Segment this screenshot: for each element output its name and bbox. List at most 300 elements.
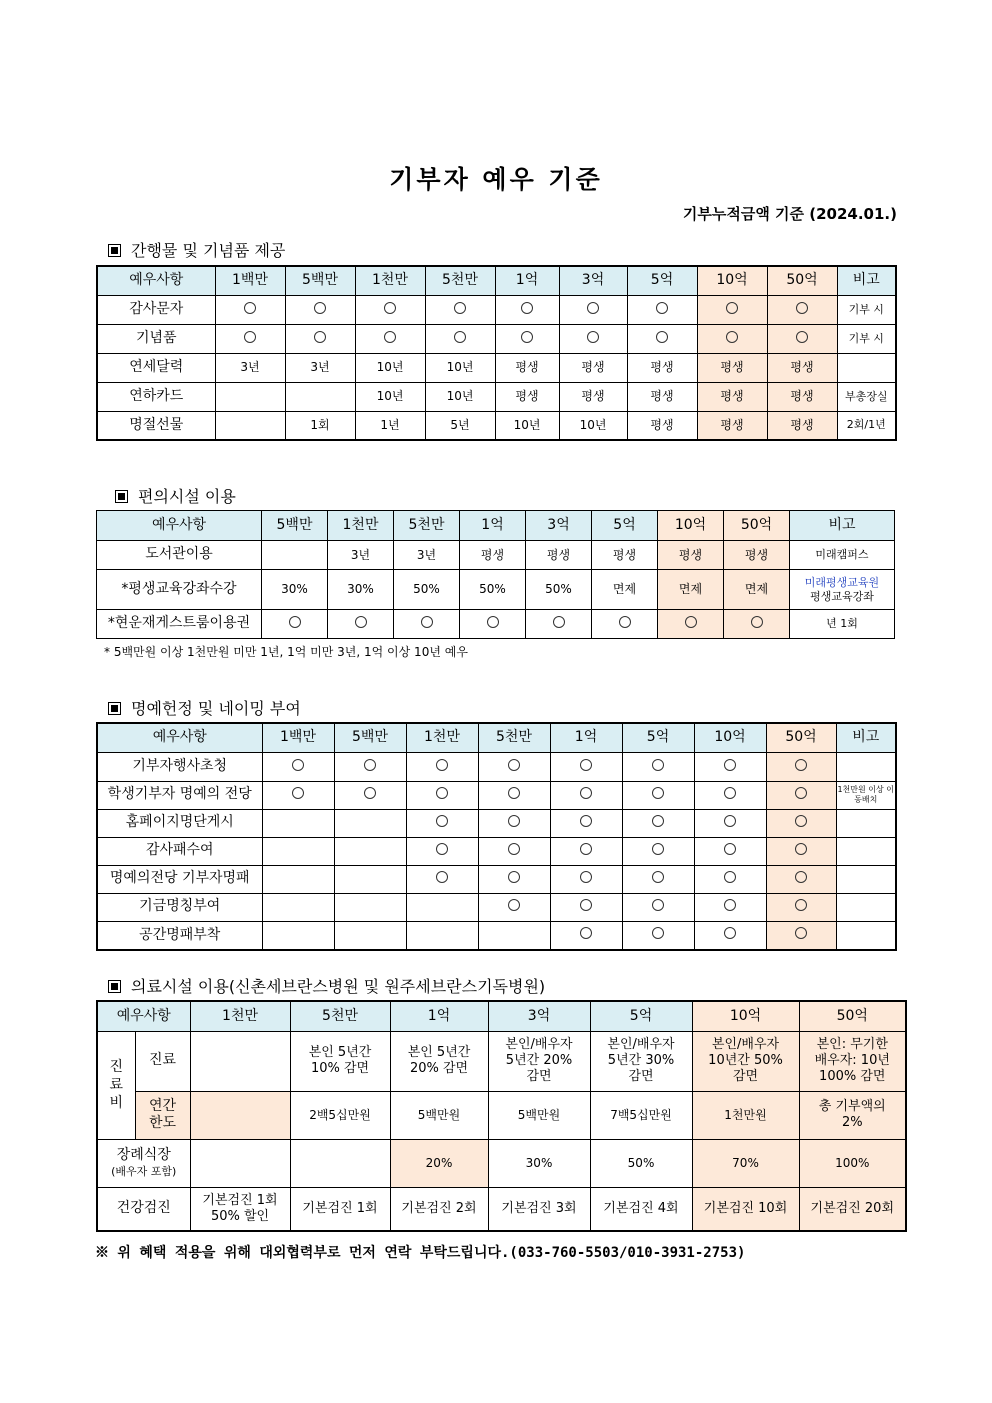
check-circle-icon (508, 899, 520, 911)
row-note (837, 353, 896, 382)
column-header: 1천만 (406, 723, 478, 752)
row-label-line: 장례식장 (116, 1147, 171, 1164)
note-line: 평생교육강좌 (810, 589, 874, 603)
cell-value: 10년 (513, 417, 541, 432)
row-note (836, 921, 896, 950)
check-circle-icon (587, 331, 599, 343)
check-circle-icon (508, 759, 520, 771)
cell-value: 평생 (650, 360, 674, 374)
check-circle-icon (724, 787, 736, 799)
table-cell (724, 570, 790, 610)
table-cell (190, 1031, 290, 1091)
column-header: 50억 (799, 1001, 906, 1031)
cell-line: 기본검진 4회 (603, 1200, 679, 1216)
table-cell (355, 411, 425, 440)
cell-line: 2% (841, 1115, 863, 1130)
table-cell (190, 1139, 290, 1187)
cell-value: 평생 (790, 389, 814, 403)
cell-value: 평생 (720, 389, 744, 403)
check-circle-icon (364, 759, 376, 771)
check-circle-icon (384, 331, 396, 343)
table-cell (215, 411, 285, 440)
table-cell (425, 411, 495, 440)
group-label-text: 진료비 (109, 1058, 124, 1112)
note-text: 기부 시 (848, 302, 884, 316)
table-cell (488, 1091, 590, 1139)
table-cell (334, 752, 406, 781)
cell-value: 평생 (678, 547, 703, 562)
table-cell (766, 865, 836, 893)
table-cell (285, 411, 355, 440)
column-header: 1억 (390, 1001, 488, 1031)
table-cell (328, 541, 394, 570)
table-row (97, 1187, 906, 1231)
table-cell (460, 541, 526, 570)
column-header: 5천만 (478, 723, 550, 752)
row-label (97, 1187, 190, 1231)
table-row (97, 610, 895, 639)
check-circle-icon (795, 815, 807, 827)
table-row (97, 1091, 906, 1139)
column-header: 1억 (550, 723, 622, 752)
column-header: 비고 (836, 723, 896, 752)
check-circle-icon (795, 843, 807, 855)
cell-value: 50% (413, 582, 440, 596)
table-cell (590, 1139, 692, 1187)
row-label: 기념품 (97, 324, 215, 353)
column-header: 10억 (697, 266, 767, 295)
check-circle-icon (436, 787, 448, 799)
note-text: 1천만원 이상 이동배치 (837, 784, 895, 804)
row-note (837, 295, 896, 324)
column-header: 5백만 (285, 266, 355, 295)
table-cell (627, 324, 697, 353)
check-circle-icon (521, 331, 533, 343)
table-cell (406, 865, 478, 893)
section-heading-gifts (108, 238, 285, 261)
cell-line: 20% (425, 1155, 453, 1170)
table-cell (550, 921, 622, 950)
cell-line: 본인/배우자 (607, 1036, 675, 1052)
table-row (97, 865, 896, 893)
row-label-line: 연간 (148, 1097, 177, 1114)
table-row (97, 809, 896, 837)
column-header: 5억 (627, 266, 697, 295)
cell-value: 3년 (350, 547, 371, 562)
table-cell (334, 837, 406, 865)
table-cell (495, 324, 559, 353)
table-cell (559, 411, 627, 440)
section-heading-text: 편의시설 이용 (138, 487, 236, 506)
header-row (97, 1001, 906, 1031)
cell-value: 평생 (744, 547, 769, 562)
table-cell (627, 411, 697, 440)
check-circle-icon (580, 759, 592, 771)
table-honor-naming (96, 722, 897, 951)
check-circle-icon (244, 302, 256, 314)
table-cell (262, 781, 334, 809)
row-note (836, 837, 896, 865)
section-heading-facilities (115, 484, 236, 507)
column-header: 예우사항 (97, 1001, 190, 1031)
table-cell (694, 752, 766, 781)
table-row (97, 411, 896, 440)
row-label-text: 건강검진 (116, 1200, 171, 1216)
row-note (790, 541, 895, 570)
column-header: 10억 (692, 1001, 799, 1031)
table-row (97, 570, 895, 610)
table-cell (285, 295, 355, 324)
cell-line: 100% (835, 1155, 870, 1170)
cell-value: 3년 (240, 360, 260, 374)
table-cell (478, 921, 550, 950)
table-cell (694, 809, 766, 837)
cell-value: 평생 (480, 547, 505, 562)
table-row (97, 353, 896, 382)
table-cell (526, 570, 592, 610)
table-cell (559, 382, 627, 411)
table-cell (622, 809, 694, 837)
table-cell (767, 411, 837, 440)
check-circle-icon (508, 871, 520, 883)
table-cell (262, 541, 328, 570)
cell-line: 5년간 30% (607, 1052, 675, 1068)
check-circle-icon (292, 787, 304, 799)
check-circle-icon (724, 899, 736, 911)
row-label: 도서관이용 (97, 541, 262, 570)
column-header: 비고 (837, 266, 896, 295)
cell-value: 10년 (579, 417, 607, 432)
table-row (97, 324, 896, 353)
header-row (97, 511, 895, 541)
table-cell (406, 781, 478, 809)
contact-note: ※ 위 혜택 적용을 위해 대외협력부로 먼저 연락 부탁드립니다.(033-760-5503/010-3931-2753) (95, 1245, 746, 1261)
table-cell (394, 570, 460, 610)
table-cell (622, 893, 694, 921)
table-cell (622, 781, 694, 809)
table-cell (550, 893, 622, 921)
table-cell (799, 1031, 906, 1091)
table-cell (627, 382, 697, 411)
cell-value: 5년 (450, 417, 470, 432)
table-cell (190, 1187, 290, 1231)
check-circle-icon (724, 759, 736, 771)
note-line: 미래평생교육원 (804, 575, 880, 589)
table-cell (692, 1091, 799, 1139)
table-cell (592, 541, 658, 570)
table-cell (767, 295, 837, 324)
table-row (97, 541, 895, 570)
cell-line: 본인: 무기한 (816, 1036, 888, 1052)
cell-value: 1년 (380, 417, 400, 432)
check-circle-icon (421, 616, 433, 628)
table-cell (328, 610, 394, 639)
table-cell (724, 541, 790, 570)
square-bullet-icon (108, 244, 121, 257)
table-cell (290, 1031, 390, 1091)
table-cell (262, 570, 328, 610)
check-circle-icon (724, 871, 736, 883)
check-circle-icon (508, 843, 520, 855)
table-cell (767, 382, 837, 411)
table-cell (334, 781, 406, 809)
row-label: 기부자행사초청 (97, 752, 262, 781)
table-cell (550, 781, 622, 809)
table-cell (697, 353, 767, 382)
table-row (97, 382, 896, 411)
table-cell (394, 541, 460, 570)
cell-line: 감면 (526, 1069, 552, 1085)
table-cell (334, 809, 406, 837)
check-circle-icon (244, 331, 256, 343)
column-header: 50억 (724, 511, 790, 541)
table-cell (460, 570, 526, 610)
section-heading-text: 의료시설 이용(신촌세브란스병원 및 원주세브란스기독병원) (131, 977, 546, 996)
table-cell (262, 752, 334, 781)
check-circle-icon (724, 927, 736, 939)
section-heading-honor (108, 696, 301, 719)
column-header: 5천만 (290, 1001, 390, 1031)
table-cell (334, 893, 406, 921)
table-cell (262, 610, 328, 639)
cell-value: 평생 (546, 547, 571, 562)
section-heading-text: 명예헌정 및 네이밍 부여 (131, 699, 301, 718)
table-cell (766, 837, 836, 865)
note-text: 미래캠퍼스 (815, 548, 869, 562)
table-cell (215, 324, 285, 353)
table-cell (658, 541, 724, 570)
check-circle-icon (652, 899, 664, 911)
row-label-line: 한도 (148, 1115, 177, 1131)
row-note (790, 610, 895, 639)
row-note (836, 781, 896, 809)
table-row (97, 893, 896, 921)
table-cell (692, 1187, 799, 1231)
table-cell (425, 295, 495, 324)
cell-value: 평생 (790, 360, 814, 374)
table-cell (478, 865, 550, 893)
table-cell (262, 809, 334, 837)
column-header: 5천만 (394, 511, 460, 541)
cell-line: 5백만원 (517, 1107, 561, 1122)
cell-line: 70% (732, 1155, 759, 1170)
table-cell (767, 324, 837, 353)
table-cell (627, 353, 697, 382)
row-note (837, 324, 896, 353)
column-header: 1억 (460, 511, 526, 541)
row-note (837, 411, 896, 440)
table-cell (799, 1139, 906, 1187)
cell-value: 30% (347, 582, 374, 596)
row-group-label (97, 1031, 135, 1139)
table-cell (692, 1139, 799, 1187)
cell-line: 2백5십만원 (309, 1107, 371, 1122)
table-cell (290, 1139, 390, 1187)
check-circle-icon (436, 843, 448, 855)
table-cell (262, 837, 334, 865)
section-heading-text: 간행물 및 기념품 제공 (131, 241, 286, 260)
cell-value: 10년 (446, 360, 474, 374)
cell-line: 50% (627, 1155, 655, 1170)
cell-value: 평생 (720, 417, 744, 432)
check-circle-icon (436, 759, 448, 771)
table-cell (697, 295, 767, 324)
check-circle-icon (384, 302, 396, 314)
table-cell (694, 893, 766, 921)
check-circle-icon (521, 302, 533, 314)
table-cell (290, 1091, 390, 1139)
table-cell (550, 752, 622, 781)
row-label: 감사패수여 (97, 837, 262, 865)
table-cell (658, 570, 724, 610)
check-circle-icon (587, 302, 599, 314)
check-circle-icon (619, 616, 631, 628)
table-medical (96, 1000, 907, 1232)
table-cell (285, 382, 355, 411)
table-cell (766, 809, 836, 837)
table-cell (406, 893, 478, 921)
table-cell (262, 893, 334, 921)
column-header: 10억 (694, 723, 766, 752)
cell-value: 평생 (581, 389, 605, 403)
note-text: 년 1회 (826, 617, 858, 631)
cell-line: 기본검진 20회 (810, 1200, 894, 1216)
column-header: 1억 (495, 266, 559, 295)
table-cell (215, 353, 285, 382)
check-circle-icon (580, 787, 592, 799)
table-cell (526, 610, 592, 639)
row-label: 학생기부자 명예의 전당 (97, 781, 262, 809)
cell-line: 20% 감면 (409, 1061, 469, 1076)
cell-value: 면제 (612, 582, 637, 596)
check-circle-icon (795, 927, 807, 939)
check-circle-icon (795, 759, 807, 771)
row-label-text: 진료 (148, 1052, 177, 1069)
table-cell (766, 893, 836, 921)
footnote-facilities: * 5백만원 이상 1천만원 미만 1년, 1억 미만 3년, 1억 이상 10년 예우 (104, 645, 468, 659)
table-cell (590, 1031, 692, 1091)
table-cell (767, 353, 837, 382)
row-label: 기금명칭부여 (97, 893, 262, 921)
table-cell (285, 353, 355, 382)
table-cell (425, 382, 495, 411)
table-cell (488, 1031, 590, 1091)
table-cell (425, 324, 495, 353)
check-circle-icon (289, 616, 301, 628)
table-cell (406, 837, 478, 865)
check-circle-icon (652, 815, 664, 827)
table-cell (495, 353, 559, 382)
table-cell (488, 1187, 590, 1231)
table-cell (460, 610, 526, 639)
check-circle-icon (656, 302, 668, 314)
table-cell (592, 570, 658, 610)
row-label: 명예의전당 기부자명패 (97, 865, 262, 893)
table-cell (488, 1139, 590, 1187)
cell-value: 1회 (310, 417, 330, 432)
table-cell (550, 837, 622, 865)
cell-line: 본인 5년간 (308, 1044, 372, 1060)
table-cell (290, 1187, 390, 1231)
check-circle-icon (751, 616, 763, 628)
table-cell (724, 610, 790, 639)
table-cell (406, 752, 478, 781)
page-title: 기부자 예우 기준 (389, 165, 603, 194)
check-circle-icon (656, 331, 668, 343)
table-cell (215, 295, 285, 324)
table-cell (590, 1091, 692, 1139)
table-row (97, 837, 896, 865)
cell-line: 배우자: 10년 (814, 1052, 890, 1068)
table-cell (694, 921, 766, 950)
row-label (135, 1091, 190, 1139)
cell-value: 50% (545, 582, 572, 596)
section-heading-medical (108, 974, 545, 997)
check-circle-icon (726, 302, 738, 314)
table-cell (766, 752, 836, 781)
table-cell (550, 809, 622, 837)
cell-value: 10년 (376, 389, 404, 403)
cell-line: 10년간 50% (708, 1052, 783, 1068)
check-circle-icon (436, 871, 448, 883)
table-cell (622, 921, 694, 950)
table-cell (390, 1187, 488, 1231)
cell-value: 30% (281, 582, 308, 596)
table-row (97, 752, 896, 781)
cell-line: 기본검진 1회 (202, 1192, 278, 1208)
cell-value: 평생 (650, 417, 674, 432)
check-circle-icon (724, 815, 736, 827)
table-cell (697, 324, 767, 353)
column-header: 5백만 (334, 723, 406, 752)
row-note (790, 570, 895, 610)
page-subtitle: 기부누적금액 기준 (2024.01.) (682, 205, 897, 223)
column-header: 3억 (559, 266, 627, 295)
table-cell (622, 865, 694, 893)
column-header: 50억 (766, 723, 836, 752)
table-cell (285, 324, 355, 353)
table-cell (697, 411, 767, 440)
check-circle-icon (724, 843, 736, 855)
table-cell (262, 921, 334, 950)
table-cell (766, 921, 836, 950)
cell-line: 1천만원 (724, 1107, 767, 1122)
check-circle-icon (364, 787, 376, 799)
cell-value: 평생 (720, 360, 744, 374)
cell-value: 10년 (376, 360, 404, 374)
cell-value: 평생 (515, 360, 539, 374)
cell-line: 본인/배우자 (711, 1036, 780, 1052)
cell-value: 면제 (678, 582, 703, 596)
header-row (97, 723, 896, 752)
row-label: 감사문자 (97, 295, 215, 324)
cell-line: 총 기부액의 (818, 1098, 886, 1114)
table-cell (328, 570, 394, 610)
table-cell (334, 865, 406, 893)
check-circle-icon (355, 616, 367, 628)
row-label: *현운재게스트룸이용권 (97, 610, 262, 639)
check-circle-icon (454, 331, 466, 343)
note-text: 부총장실 (844, 389, 888, 403)
table-cell (355, 295, 425, 324)
column-header: 1백만 (215, 266, 285, 295)
column-header: 5억 (590, 1001, 692, 1031)
row-note (836, 893, 896, 921)
table-cell (766, 781, 836, 809)
check-circle-icon (580, 899, 592, 911)
table-cell (394, 610, 460, 639)
row-note (836, 752, 896, 781)
